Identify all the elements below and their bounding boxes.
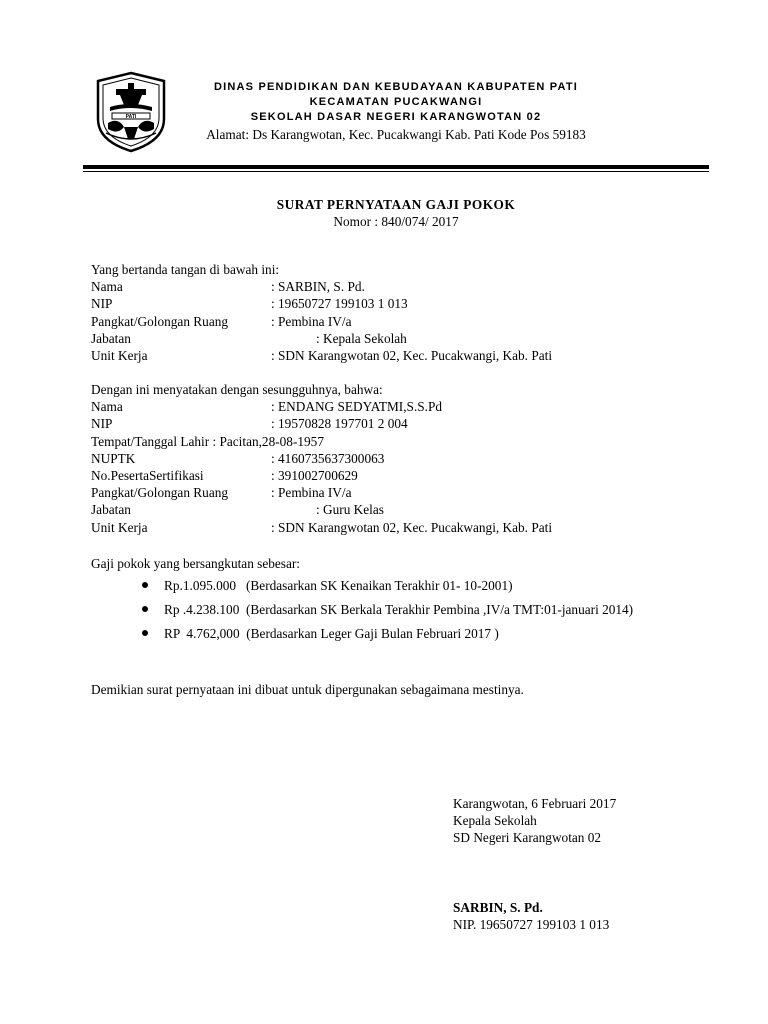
salary-list: [142, 577, 633, 649]
employee-value: : SDN Karangwotan 02, Kec. Pucakwangi, Kab. Pati: [271, 519, 553, 535]
letterhead-address: Alamat: Ds Karangwotan, Kec. Pucakwangi Kab. Pati Kode Pos 59183: [206, 127, 586, 142]
signatory-label: Pangkat/Golongan Ruang: [91, 313, 229, 329]
salary-intro-block: [91, 555, 731, 572]
closing-statement: Demikian surat pernyataan ini dibuat untuk dipergunakan sebagaimana mestinya.: [91, 682, 524, 697]
sign-school: SD Negeri Karangwotan 02: [453, 830, 602, 845]
letterhead-agency: DINAS PENDIDIKAN DAN KEBUDAYAAN KABUPATEN PATI: [213, 81, 579, 93]
letterhead-divider-thick: [83, 165, 709, 169]
employee-section: [91, 381, 731, 536]
signature-block: [453, 795, 616, 846]
salary-item: [142, 601, 633, 625]
employee-value: : ENDANG SEDYATMI,S.S.Pd: [271, 399, 443, 415]
letterhead-district: KECAMATAN PUCAKWANGI: [309, 96, 483, 108]
letterhead-divider-thin: [83, 171, 709, 172]
employee-label: Nama: [91, 399, 123, 415]
signatory-label: NIP: [91, 296, 113, 312]
signer-name: SARBIN, S. Pd.: [453, 900, 543, 915]
employee-value: : Pembina IV/a: [271, 485, 352, 501]
declare-intro: Dengan ini menyatakan dengan sesungguhnya, bahwa:: [91, 382, 383, 397]
salary-intro: Gaji pokok yang bersangkutan sebesar:: [91, 556, 300, 571]
employee-value: : 4160735637300063: [271, 450, 385, 466]
signatory-label: Jabatan: [91, 330, 131, 346]
signatory-intro: Yang bertanda tangan di bawah ini:: [91, 262, 280, 277]
salary-text: RP 4.762,000 (Berdasarkan Leger Gaji Bulan Februari 2017 ): [164, 626, 499, 641]
employee-label: Jabatan: [91, 502, 131, 518]
employee-label: Pangkat/Golongan Ruang: [91, 485, 229, 501]
bullet-icon: [142, 606, 148, 612]
signatory-value: : SARBIN, S. Pd.: [271, 279, 365, 295]
letterhead: [200, 80, 592, 143]
signatory-section: [91, 261, 731, 364]
bullet-icon: [142, 582, 148, 588]
sign-place-date: Karangwotan, 6 Februari 2017: [453, 796, 617, 811]
signatory-label: Nama: [91, 279, 123, 295]
employee-label: NIP: [91, 416, 113, 432]
document-title: SURAT PERNYATAAN GAJI POKOK: [276, 197, 516, 212]
signatory-value: : 19650727 199103 1 013: [271, 296, 408, 312]
signer-nip: NIP. 19650727 199103 1 013: [453, 917, 610, 932]
signatory-value: : Kepala Sekolah: [316, 330, 407, 346]
salary-text: Rp .4.238.100 (Berdasarkan SK Berkala Terakhir Pembina ,IV/a TMT:01-januari 2014): [164, 602, 634, 617]
employee-label: NUPTK: [91, 450, 136, 466]
salary-text: Rp.1.095.000 (Berdasarkan SK Kenaikan Terakhir 01- 10-2001): [164, 578, 513, 593]
salary-item: [142, 625, 633, 649]
letterhead-school: SEKOLAH DASAR NEGERI KARANGWOTAN 02: [250, 111, 542, 123]
employee-birth: Tempat/Tanggal Lahir : Pacitan,28-08-1957: [91, 433, 324, 449]
salary-item: [142, 577, 633, 601]
bullet-icon: [142, 630, 148, 636]
sign-position: Kepala Sekolah: [453, 813, 537, 828]
logo-text: PATI: [125, 114, 137, 120]
document-number: Nomor : 840/074/ 2017: [333, 214, 459, 229]
employee-label: No.PesertaSertifikasi: [91, 467, 204, 483]
employee-value: : Guru Kelas: [316, 502, 384, 518]
employee-label: Unit Kerja: [91, 519, 148, 535]
signatory-value: : Pembina IV/a: [271, 313, 352, 329]
signatory-value: : SDN Karangwotan 02, Kec. Pucakwangi, Kab. Pati: [271, 347, 553, 363]
employee-value: : 391002700629: [271, 467, 358, 483]
signatory-label: Unit Kerja: [91, 347, 148, 363]
regency-emblem-logo: [94, 71, 168, 153]
signer: [453, 899, 609, 933]
employee-value: : 19570828 197701 2 004: [271, 416, 408, 432]
